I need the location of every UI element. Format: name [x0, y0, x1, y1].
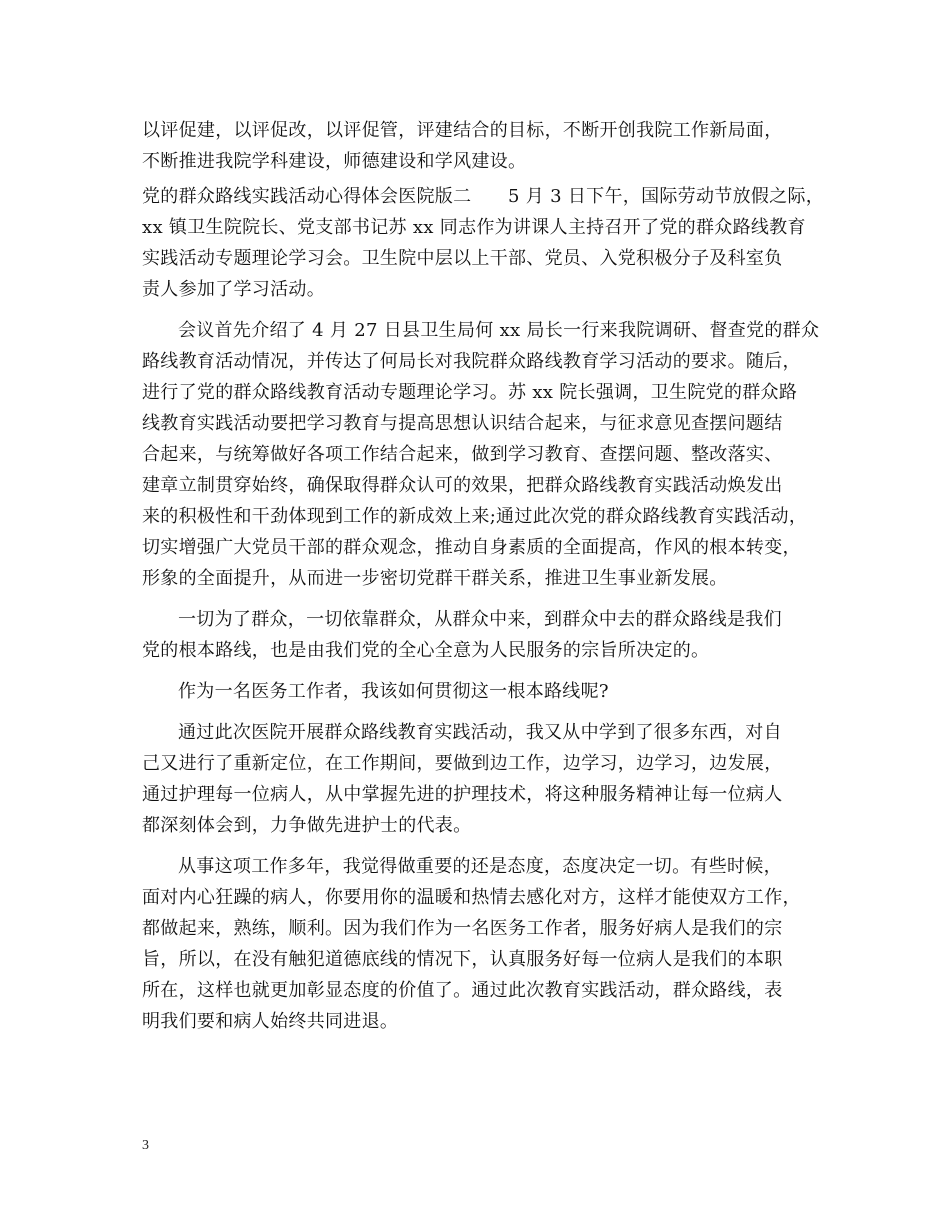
text-line: 都做起来，熟练，顺利。因为我们作为一名医务工作者，服务好病人是我们的宗: [142, 918, 783, 939]
paragraph: [142, 181, 832, 305]
paragraph: [142, 676, 832, 707]
text-line: 合起来，与统筹做好各项工作结合起来，做到学习教育、查摆问题、整改落实、: [142, 444, 783, 465]
text-line: 实践活动专题理论学习会。卫生院中层以上干部、党员、入党积极分子及科室负: [142, 248, 783, 269]
text-line: 线教育实践活动要把学习教育与提高思想认识结合起来，与征求意见查摆问题结: [142, 413, 783, 434]
text-line: 以评促建，以评促改，以评促管，评建结合的目标，不断开创我院工作新局面，: [142, 120, 783, 141]
paragraph: [142, 604, 832, 666]
text-line: 切实增强广大党员干部的群众观念，推动自身素质的全面提高，作风的根本转变，: [142, 537, 801, 558]
text-line: 所在，这样也就更加彰显态度的价值了。通过此次教育实践活动，群众路线，表: [142, 980, 783, 1001]
text-line: 党的群众路线实践活动心得体会医院版二 5 月 3 日下午，国际劳动节放假之际，: [142, 186, 825, 207]
text-line: 进行了党的群众路线教育活动专题理论学习。苏 xx 院长强调，卫生院党的群众路: [142, 382, 798, 403]
text-line: 作为一名医务工作者，我该如何贯彻这一根本路线呢?: [178, 681, 609, 702]
text-line: 形象的全面提升，从而进一步密切党群干群关系，推进卫生事业新发展。: [142, 568, 728, 589]
text-line: 路线教育活动情况，并传达了何局长对我院群众路线教育学习活动的要求。随后，: [142, 351, 801, 372]
text-line: 责人参加了学习活动。: [142, 279, 325, 300]
document-body: [142, 115, 832, 1037]
text-line: 都深刻体会到，力争做先进护士的代表。: [142, 815, 472, 836]
text-line: 通过护理每一位病人，从中掌握先进的护理技术，将这种服务精神让每一位病人: [142, 784, 783, 805]
page-number: 3: [142, 1138, 149, 1153]
text-line: 旨，所以，在没有触犯道德底线的情况下，认真服务好每一位病人是我们的本职: [142, 949, 783, 970]
text-line: 面对内心狂躁的病人，你要用你的温暖和热情去感化对方，这样才能使双方工作，: [142, 887, 801, 908]
text-line: 从事这项工作多年，我觉得做重要的还是态度，态度决定一切。有些时候，: [178, 856, 782, 877]
text-line: 己又进行了重新定位，在工作期间，要做到边工作，边学习，边学习，边发展，: [142, 753, 783, 774]
paragraph: [142, 315, 832, 594]
text-line: 建章立制贯穿始终，确保取得群众认可的效果，把群众路线教育实践活动焕发出: [142, 475, 783, 496]
text-line: 来的积极性和干劲体现到工作的新成效上来;通过此次党的群众路线教育实践活动，: [142, 506, 808, 527]
paragraph: [142, 717, 832, 841]
paragraph: [142, 851, 832, 1037]
text-line: 通过此次医院开展群众路线教育实践活动，我又从中学到了很多东西，对自: [178, 722, 782, 743]
text-line: 党的根本路线，也是由我们党的全心全意为人民服务的宗旨所决定的。: [142, 640, 710, 661]
text-line: xx 镇卫生院院长、党支部书记苏 xx 同志作为讲课人主持召开了党的群众路线教育: [142, 217, 806, 238]
text-line: 明我们要和病人始终共同进退。: [142, 1011, 399, 1032]
paragraph: [142, 115, 832, 177]
text-line: 不断推进我院学科建设，师德建设和学风建设。: [142, 151, 527, 172]
text-line: 一切为了群众，一切依靠群众，从群众中来，到群众中去的群众路线是我们: [178, 609, 782, 630]
text-line: 会议首先介绍了 4 月 27 日县卫生局何 xx 局长一行来我院调研、督查党的群众: [178, 320, 820, 341]
